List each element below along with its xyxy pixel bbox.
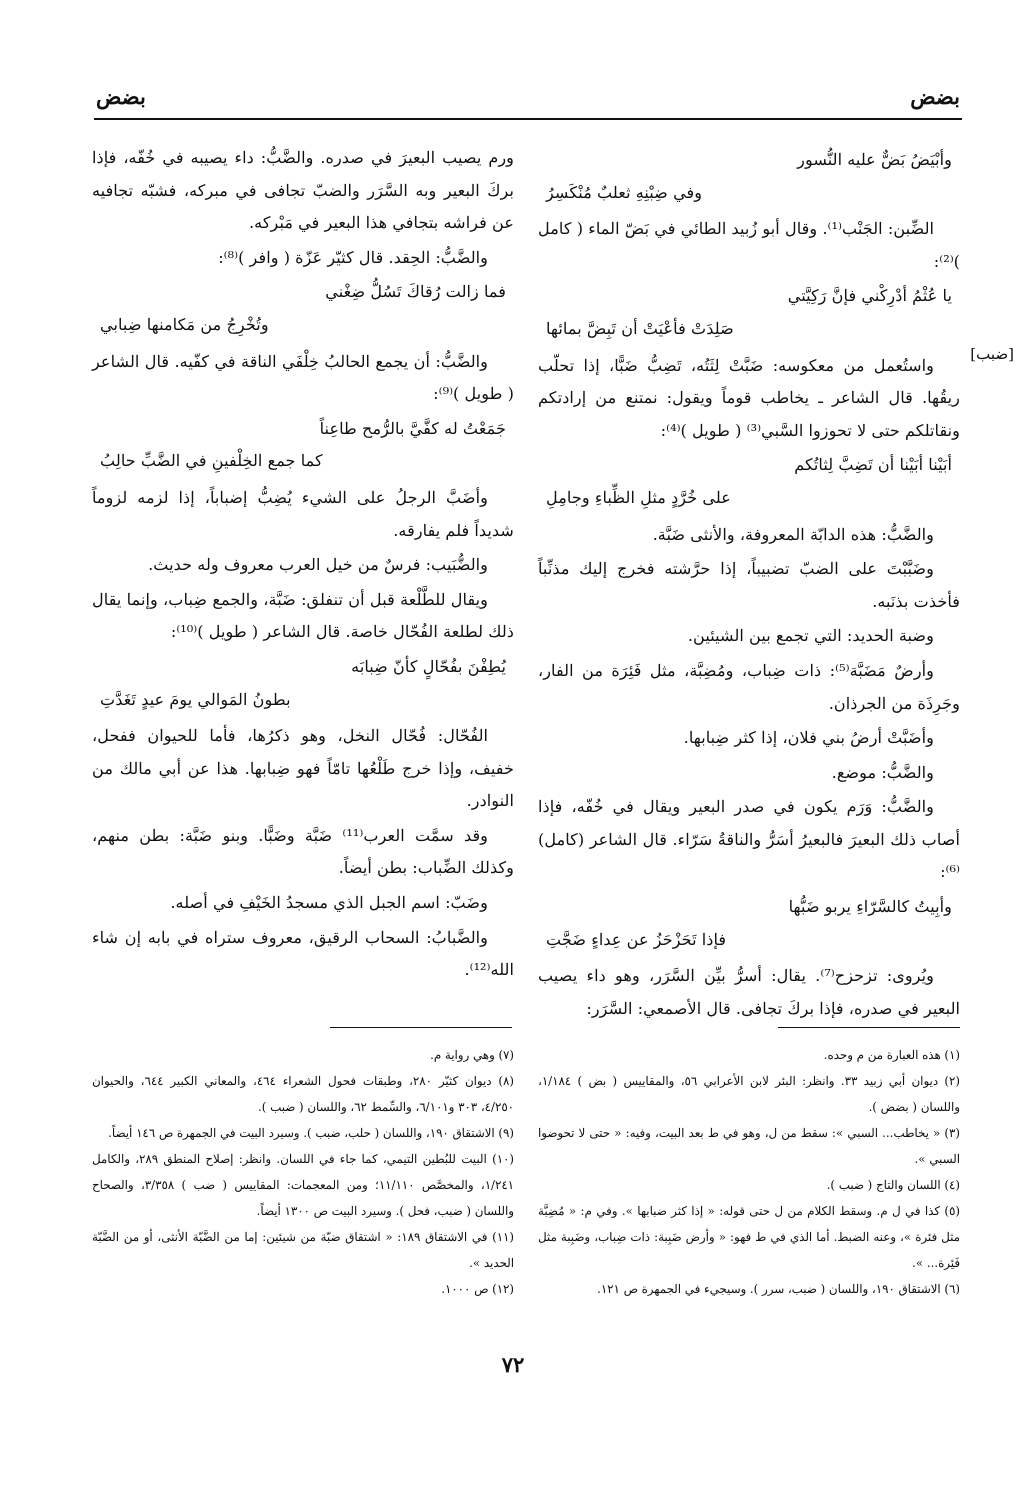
paragraph: وضبة الحديد: التي تجمع بين الشيئين. [687, 626, 934, 646]
right-column [538, 142, 960, 1027]
footnote: (٨) ديوان كثيّر ٢٨٠، وطبقات فحول الشعراء ٤٦٤، والمعاني الكبير ٦٤٤، والحيوان ٤/٢٥٠، ٣٠٣ و٦/١٠١، والسِّمط ٦٢، واللسان ( ضبب ). [92, 1074, 514, 1114]
paragraph: والضَّبُّ: الحِقد. قال كثيّر عَزّة ( وافر )⁽⁸⁾: [218, 247, 488, 267]
paragraph: وضَبّ: اسم الجبل الذي مسجدُ الخَيْفِ في أصله. [170, 893, 488, 913]
verse-hemistich-2: وفي ضِبْنِهِ ثعلبٌ مُنْكَسِرُ [546, 182, 703, 202]
footnote-rule [778, 1027, 960, 1028]
paragraph: والضَّبُّ: هذه الدابّة المعروفة، والأنثى ضَبَّة. [652, 524, 934, 544]
verse-hemistich-1: وأبْيَضُ بَضٌّ عليه النُّسور [797, 150, 952, 169]
verse-hemistich-2: صَلِدَتْ فأعْيَتْ أن تَبِضَّ بمائها [546, 318, 734, 338]
footnotes-right [538, 1042, 960, 1302]
paragraph: والضَّبُّ: وَرَم يكون في صدر البعير ويقال في خُفّه، فإذا أصاب ذلك البعيرَ فالبعيرُ أسَرُّ والناقةُ سَرّاء. قال الشاعر (كامل)⁽⁶⁾: [538, 797, 960, 882]
verse-hemistich-1: أبَيْنا أبَيْنا أن تَضِبَّ لِثاتُكم [794, 455, 952, 475]
verse-hemistich-1: يا عُثْمُ أدْرِكْني فإنَّ رَكِيَّتي [787, 286, 952, 306]
footnote: (٩) الاشتقاق ١٩٠، واللسان ( حلب، ضبب ). وسيرد البيت في الجمهرة ص ١٤٦ أيضاً. [108, 1126, 514, 1140]
verse-hemistich-1: جَمَعْتُ له كفَّيَّ بالرُّمح طاعِناً [319, 418, 506, 438]
footnote: (١٠) البيت للبُطين التيمي، كما جاء في اللسان. وانظر: إصلاح المنطق ٢٨٩، والكامل ١/٢٤١، والمخصَّص ١١/١١٠؛ ومن المعجمات: المقاييس ( ضب ) ٣/٣٥٨، والصحاح واللسان ( ضبب، فحل ). وسيرد البيت ص ١٣٠٠ أيضاً. [92, 1152, 515, 1218]
footnote: (١١) في الاشتقاق ١٨٩: « اشتقاق ضبّة من شيئين: إما من الضَّبّة الأنثى، أو من الضَّبّة الحديد ». [92, 1230, 514, 1270]
footnotes-left [92, 1042, 514, 1302]
paragraph: والضَّبُّ: موضع. [831, 762, 934, 782]
verse-hemistich-2: فإذا تَحَزْحَزُ عن عِداءٍ ضَجَّتِ [546, 929, 727, 949]
footnote-rule [330, 1027, 512, 1028]
verse [538, 280, 960, 345]
paragraph: وأرضٌ مَضَبَّة⁽⁵⁾: ذات ضِباب، ومُضِبَّة، مثل فَئِرَة من الفار، وجَرِذَة من الجرذان. [538, 660, 960, 713]
paragraph: واستُعمل من معكوسه: ضَبَّتْ لِثَتُه، تَضِبُّ ضَبًّا، إذا تحلّب ريقُها. قال الشاعر ـ يخاطب قوماً ويقول: نمتنع من إرادتكم ونقاتلكم حتى لا تحوزوا السَّبي⁽³⁾ ( طويل )⁽⁴⁾: [538, 355, 960, 440]
paragraph: وأضَبَّ الرجلُ على الشيء يُضِبُّ إضباباً، إذا لزمه لزوماً شديداً فلم يفارقه. [92, 487, 514, 540]
verse-hemistich-2: بطونُ المَوالي يومَ عيدٍ تَغَدَّتِ [100, 689, 291, 709]
paragraph: الضِّبن: الجَنْب⁽¹⁾. وقال أبو زُبيد الطائي في بَضّ الماء ( كامل )⁽²⁾: [538, 219, 960, 271]
paragraph: ويُروى: تزحزح⁽⁷⁾. يقال: أسرُّ بيِّن السَّرَر، وهو داء يصيب البعير في صدره، فإذا بركَ تجافى. قال الأصمعي: السَّرَر: [538, 966, 960, 1018]
paragraph: وقد سمَّت العرب⁽¹¹⁾ ضَبَّة وضَبًّا. وبنو ضَبَّة: بطن منهم، وكذلك الضِّباب: بطن أيضاً. [92, 825, 514, 878]
paragraph: ورم يصيب البعيرَ في صدره. والضَّبُّ: داء يصيبه في خُفّه، فإذا بركَ البعير وبه السَّرَر والضبّ تجافى في مبركه، فشبّه تجافيه عن فراشه بتجافي هذا البعير في مَبْركه. [92, 148, 514, 233]
running-head-right: بضض [910, 84, 960, 109]
page-number: ٧٢ [501, 1352, 525, 1377]
paragraph: وضَبَّبْتَ على الضبّ تضبيباً، إذا حرَّشته فخرج إليك مذنِّباً فأخذت بذنَبه. [538, 559, 960, 611]
footnote: (١٢) ص ١٠٠٠. [441, 1282, 514, 1296]
verse-hemistich-2: كما جمع الخِلْفينِ في الضَّبِّ حالِبُ [100, 451, 323, 471]
footnote: (١) هذه العبارة من م وحده. [823, 1048, 960, 1062]
paragraph: وأضَبَّتْ أرضُ بني فلان، إذا كثر ضِبابها. [683, 728, 934, 748]
paragraph: والضُّبَيب: فرسٌ من خيل العرب معروف وله حديث. [148, 555, 488, 575]
paragraph: والضَّبابُ: السحاب الرقيق، معروف ستراه في بابه إن شاء الله⁽¹²⁾. [92, 927, 514, 980]
paragraph: الفُحّال: فُحّال النخل، وهو ذكرُها، فأما للحيوان ففحل، خفيف، وإذا خرج طَلْعُها تامّاً فهو ضِبابها. هذا عن أبي مالك من النوادر. [92, 726, 514, 811]
running-head-left: بضض [96, 84, 146, 109]
footnote: (٦) الاشتقاق ١٩٠، واللسان ( ضبب، سرر ). وسيجيء في الجمهرة ص ١٢١. [597, 1282, 960, 1296]
paragraph: ويقال للطَّلْعة قبل أن تنفلق: ضَبَّة، والجمع ضِباب، وإنما يقال ذلك لطلعة الفُحّال خاصة. قال الشاعر ( طويل )⁽¹⁰⁾: [92, 589, 514, 642]
left-column [92, 142, 514, 989]
verse [538, 891, 960, 956]
verse-hemistich-1: وأبِيتُ كالسَّرّاءِ يربو ضَبُّها [788, 897, 952, 917]
footnote: (٤) اللسان والتاج ( ضبب ). [826, 1178, 960, 1192]
header-rule [94, 118, 962, 120]
verse-hemistich-2: وتُخْرِجُ من مَكامنها ضِبابي [100, 314, 269, 334]
footnote: (٢) ديوان أبي زبيد ٣٣. وانظر: البئر لابن الأعرابي ٥٦، والمقاييس ( بض ) ١/١٨٤، واللسان ( بضض ). [538, 1074, 960, 1114]
verse-hemistich-1: يُطِفْنَ بفُحّالٍ كأنّ ضِبابَه [351, 656, 506, 676]
margin-entry-label: [ضبب] [970, 345, 1014, 363]
footnote: (٣) « يخاطب... السبي »: سقط من ل، وهو في ط بعد البيت، وفيه: « حتى لا تحوضوا السبي ». [538, 1126, 960, 1166]
verse-hemistich-2: على خُرَّدٍ مثلِ الظِّباءِ وجامِلِ [546, 487, 731, 507]
verse [92, 651, 514, 716]
paragraph: والضَّبُّ: أن يجمع الحالبُ خِلْفَي الناقة في كفّيه. قال الشاعر ( طويل )⁽⁹⁾: [92, 351, 514, 404]
verse [538, 449, 960, 514]
verse [92, 276, 514, 341]
verse-hemistich-1: فما زالت رُقاكَ تَسُلُّ ضِغْني [325, 282, 506, 302]
footnote: (٧) وهي رواية م. [430, 1048, 514, 1062]
verse [538, 144, 960, 209]
footnote: (٥) كذا في ل م. وسقط الكلام من ل حتى قوله: « إذا كثر ضبابها ». وفي م: « مُضِبَّة مثل فئرة »، وعنه الضبط. أما الذي في ط فهو: « وأرض ضَبِبة: ذات ضِباب، وضَبِبة مثل فَئِرة... ». [538, 1204, 960, 1270]
verse [92, 413, 514, 478]
